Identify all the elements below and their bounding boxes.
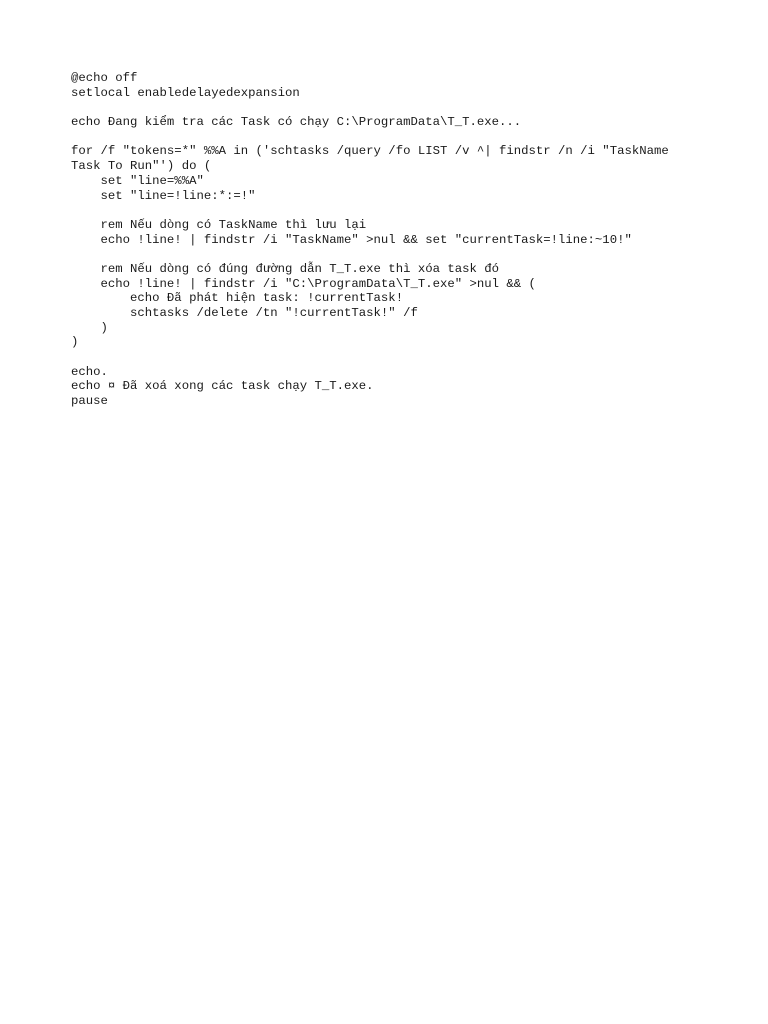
- code-line-close-paren: ): [71, 335, 79, 350]
- code-line-rem-taskname: rem Nếu dòng có TaskName thì lưu lại: [71, 217, 367, 232]
- code-line-echo-findstr-path: echo !line! | findstr /i "C:\ProgramData\T_T.exe" >nul && (: [71, 276, 536, 291]
- code-line-close-paren: ): [71, 320, 108, 335]
- code-line-blank: [71, 350, 731, 365]
- code-line-rem-path: rem Nếu dòng có đúng đường dẫn T_T.exe thì xóa task đó: [71, 261, 500, 276]
- code-line-schtasks-delete: schtasks /delete /tn "!currentTask!" /f: [71, 306, 418, 320]
- code-line-blank: [71, 203, 731, 218]
- code-line-echo-checking: echo Đang kiểm tra các Task có chạy C:\ProgramData\T_T.exe...: [71, 115, 522, 130]
- code-line-for-loop-cont: Task To Run"') do (: [71, 159, 212, 174]
- code-line-blank: [71, 247, 731, 262]
- code-line-echo-off: @echo off: [71, 71, 138, 85]
- code-line-echo-findstr-taskname: echo !line! | findstr /i "TaskName" >nul && set "currentTask=!line:~10!": [71, 232, 632, 247]
- code-line-set-line: set "line=%%A": [71, 173, 204, 188]
- code-line-for-loop: for /f "tokens=*" %%A in ('schtasks /query /fo LIST /v ^| findstr /n /i "TaskName: [71, 144, 669, 159]
- code-line-setlocal: setlocal enabledelayedexpansion: [71, 85, 300, 100]
- code-line-pause: pause: [71, 394, 108, 409]
- document-page: [71, 71, 731, 409]
- code-line-blank: [71, 100, 731, 115]
- code-line-echo-done: echo ¤ Đã xoá xong các task chạy T_T.exe.: [71, 379, 374, 394]
- code-line-echo-dot: echo.: [71, 364, 108, 379]
- code-line-echo-detected: echo Đã phát hiện task: !currentTask!: [71, 291, 404, 306]
- code-line-set-line-strip: set "line=!line:*:=!": [71, 188, 256, 203]
- code-line-blank: [71, 130, 731, 145]
